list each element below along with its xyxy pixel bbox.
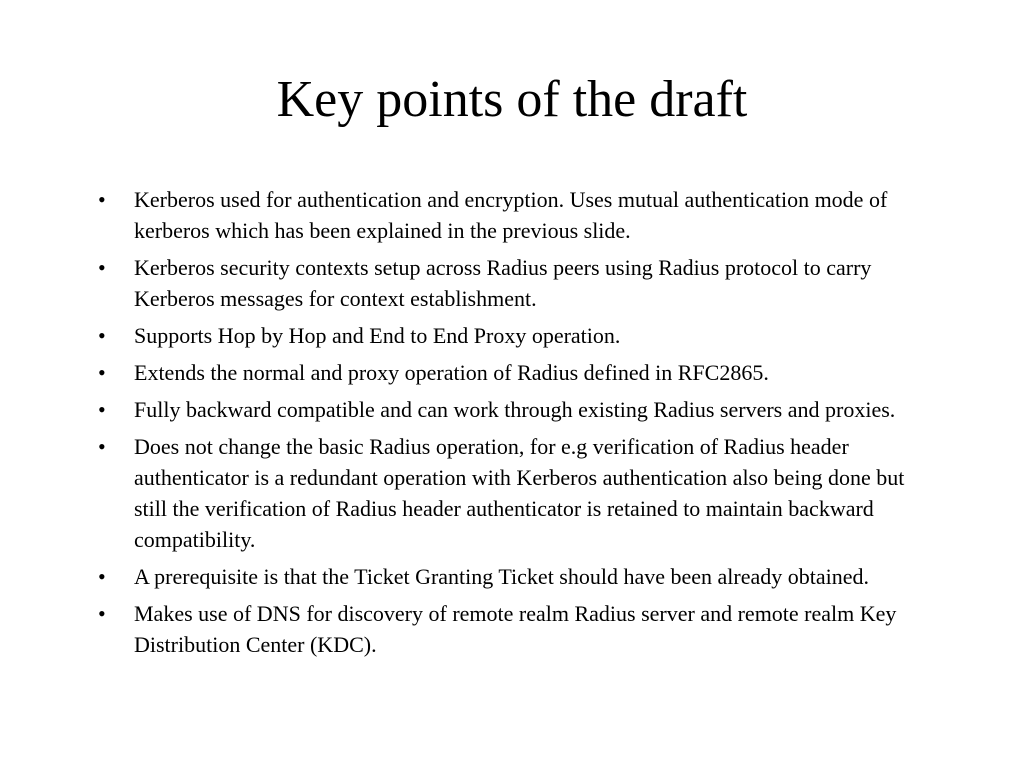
bullet-marker: •	[98, 360, 106, 385]
bullet-text: Kerberos used for authentication and encryption. Uses mutual authentication mode of kerberos which has been explained in the previous slide.	[134, 187, 888, 243]
bullet-marker: •	[98, 434, 106, 459]
bullet-item	[98, 598, 928, 660]
bullet-item	[98, 184, 928, 246]
bullet-marker: •	[98, 323, 106, 348]
bullet-item	[98, 394, 928, 425]
bullet-item	[98, 357, 928, 388]
bullet-item	[98, 252, 928, 314]
bullet-text: Extends the normal and proxy operation of Radius defined in RFC2865.	[134, 360, 769, 385]
bullet-item	[98, 561, 928, 592]
bullet-text: Fully backward compatible and can work through existing Radius servers and proxies.	[134, 397, 896, 422]
bullet-marker: •	[98, 564, 106, 589]
bullet-marker: •	[98, 601, 106, 626]
bullet-text: Does not change the basic Radius operation, for e.g verification of Radius header authenticator is a redundant operation with Kerberos authentication also being done but still the verification of Radius header authenticator is retained to maintain backward compatibility.	[134, 434, 905, 552]
bullet-marker: •	[98, 187, 106, 212]
bullet-list	[98, 184, 928, 666]
bullet-text: Supports Hop by Hop and End to End Proxy operation.	[134, 323, 621, 348]
bullet-item	[98, 320, 928, 351]
bullet-text: Kerberos security contexts setup across Radius peers using Radius protocol to carry Kerberos messages for context establishment.	[134, 255, 872, 311]
bullet-text: A prerequisite is that the Ticket Granting Ticket should have been already obtained.	[134, 564, 870, 589]
bullet-item	[98, 431, 928, 555]
slide-title: Key points of the draft	[276, 71, 748, 128]
bullet-marker: •	[98, 255, 106, 280]
bullet-text: Makes use of DNS for discovery of remote realm Radius server and remote realm Key Distribution Center (KDC).	[134, 601, 897, 657]
bullet-marker: •	[98, 397, 106, 422]
